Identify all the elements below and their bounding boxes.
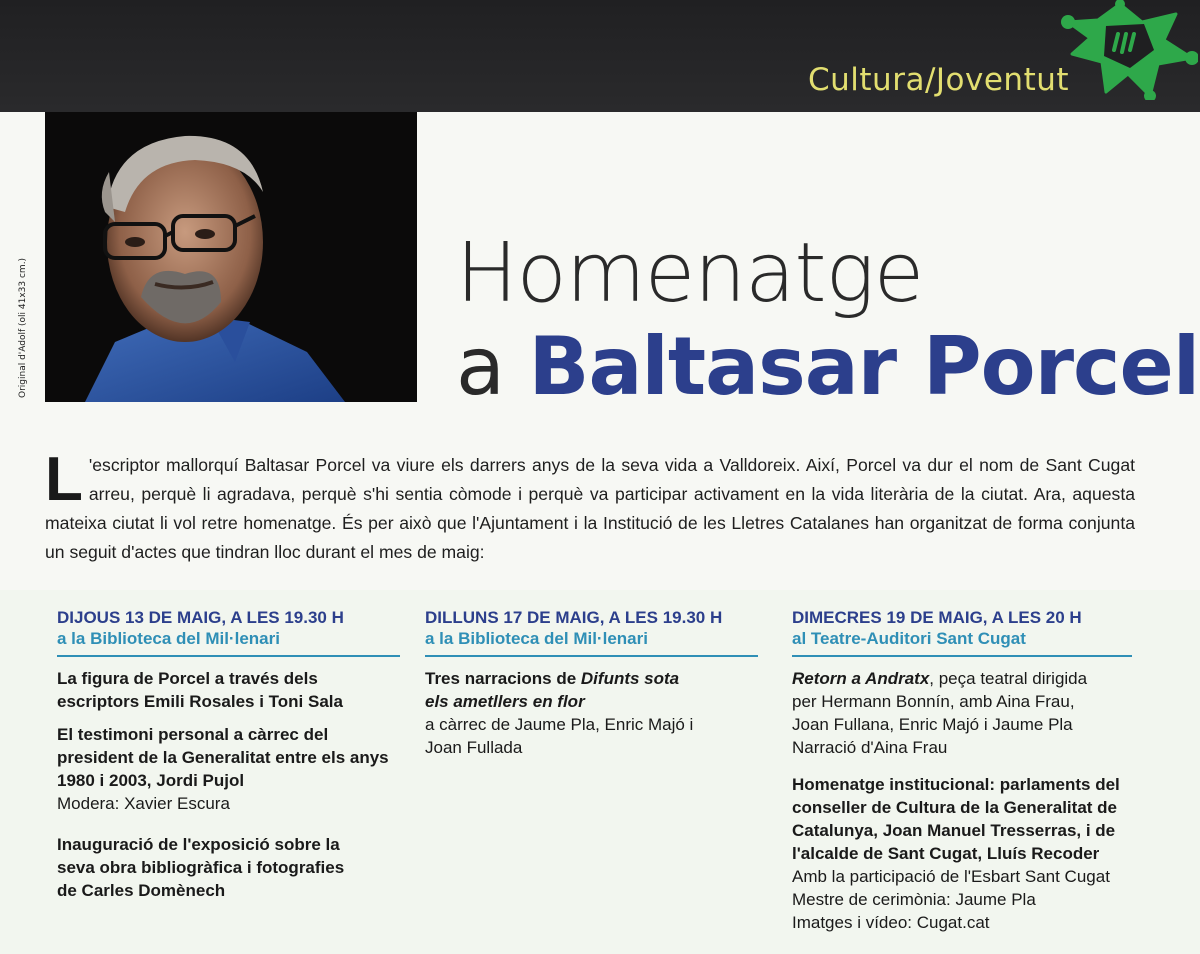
event-item-participation: Amb la participació de l'Esbart Sant Cugat [792,867,1110,886]
article-title-line2 [456,320,1199,413]
intro-paragraph [45,445,1135,567]
title-prefix: a [456,320,505,413]
event-moderator: Modera: Xavier Escura [57,794,230,813]
event-item-lead: Tres narracions de [425,669,581,688]
event-divider [57,655,400,657]
title-name: Baltasar Porcel [528,320,1200,413]
intro-text: 'escriptor mallorquí Baltasar Porcel va viure els darrers anys de la seva vida a Valldoreix. Així, Porcel va dur el nom de Sant Cugat arreu, perquè li agradava, perquè s'hi sentia còmode i perquè va participar activament en la vida literària de la ciutat. Ara, aquesta mateixa ciutat li vol retre homenatge. És per això que l'Ajuntament i la Institució de les Lletres Catalanes han organitzat de forma conjunta un seguit d'actes que tindran lloc durant el mes de maig: [45,455,1135,562]
event-item-media: Imatges i vídeo: Cugat.cat [792,913,990,932]
event-item-performers: a càrrec de Jaume Pla, Enric Majó i Joan Fullada [425,715,694,757]
event-item-details: , peça teatral dirigida per Hermann Bonnín, amb Aina Frau, Joan Fullana, Enric Majó i Jaume Pla [792,669,1088,734]
photo-credit: Original d'Adolf (oli 41x33 cm.) [18,257,28,398]
event-item [792,667,1102,736]
event-column-2 [425,608,758,769]
event-column-3 [792,608,1132,944]
event-divider [792,655,1132,657]
event-item: El testimoni personal a càrrec del president de la Generalitat entre els anys 1980 i 2003, Jordi Pujol [57,725,389,790]
events-section [0,590,1200,954]
event-day: DIJOUS 13 DE MAIG, A LES 19.30 H [57,608,344,627]
event-venue: a la Biblioteca del Mil·lenari [425,629,648,648]
article-title-line1: Homenatge [456,226,924,321]
section-logo-icon [1058,0,1198,100]
event-column-1 [57,608,400,912]
drop-cap: L [45,445,83,514]
event-venue: al Teatre-Auditori Sant Cugat [792,629,1026,648]
event-item-master: Mestre de cerimònia: Jaume Pla [792,890,1036,909]
event-divider [425,655,758,657]
event-day: DILLUNS 17 DE MAIG, A LES 19.30 H [425,608,723,627]
event-item: Inauguració de l'exposició sobre la seva obra bibliogràfica i fotografies de Carles Domènech [57,835,345,900]
portrait-painting [45,112,417,402]
event-item: Homenatge institucional: parlaments del conseller de Cultura de la Generalitat de Catalunya, Joan Manuel Tresserras, i de l'alcalde de Sant Cugat, Lluís Recoder [792,775,1120,863]
event-item-narration: Narració d'Aina Frau [792,738,948,757]
event-item [425,667,700,759]
event-day: DIMECRES 19 DE MAIG, A LES 20 H [792,608,1082,627]
section-label: Cultura/Joventut [808,62,1070,98]
event-item-work-title: Difunts sota els ametllers en flor [425,669,680,711]
event-venue: a la Biblioteca del Mil·lenari [57,629,280,648]
portrait-image [45,112,417,402]
event-item-work-title: Retorn a Andratx [792,669,930,688]
event-item: La figura de Porcel a través dels escriptors Emili Rosales i Toni Sala [57,669,343,711]
